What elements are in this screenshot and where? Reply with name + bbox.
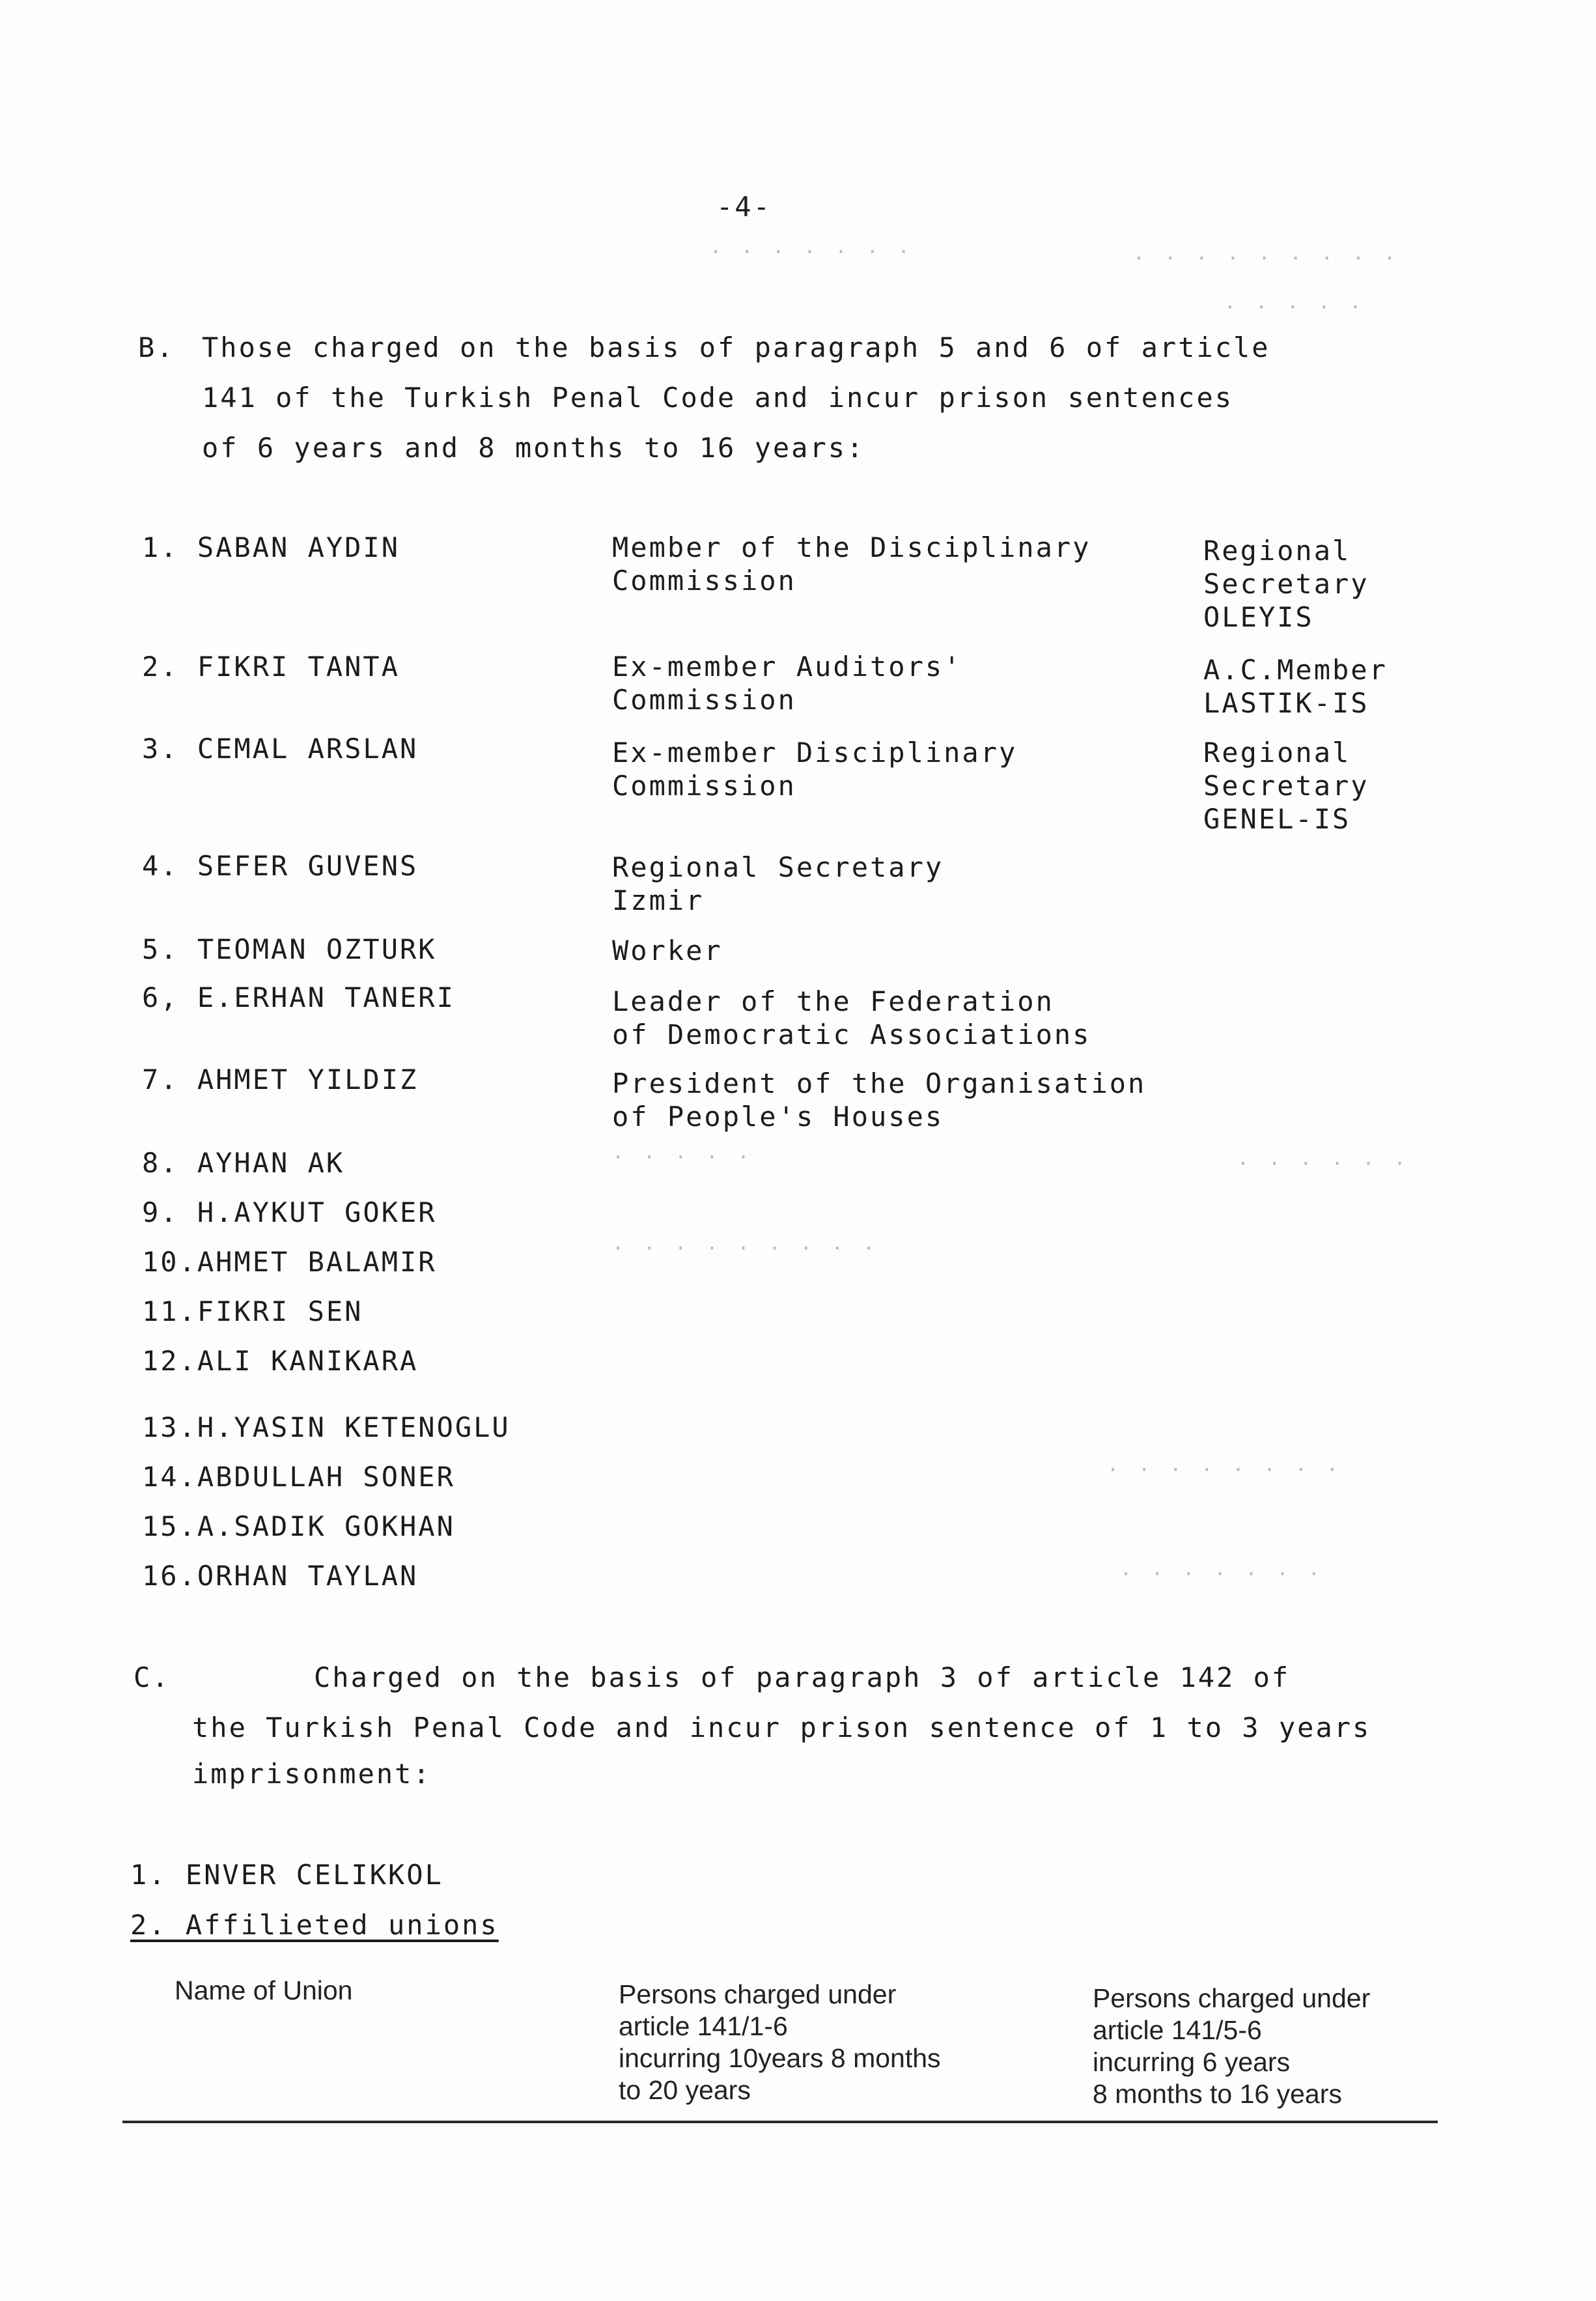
- section-c-label: C.: [133, 1661, 171, 1693]
- person-role: Leader of the Federation of Democratic Associations: [612, 985, 1091, 1051]
- column-header-141-5-6: Persons charged under article 141/5-6 incurring 6 years 8 months to 16 years: [1093, 1983, 1371, 2109]
- person-role: Member of the Disciplinary Commission: [612, 531, 1091, 597]
- bleed-through-marks: · · · · · · · ·: [1107, 1459, 1342, 1482]
- person-name: 12.ALI KANIKARA: [142, 1345, 419, 1377]
- person-union: Regional Secretary OLEYIS: [1203, 535, 1369, 633]
- page-number: -4-: [716, 191, 772, 223]
- person-name: 7. AHMET YILDIZ: [142, 1064, 419, 1095]
- list-item: 2. Affilieted unions: [130, 1909, 499, 1941]
- bleed-through-marks: · · · · ·: [1224, 296, 1365, 319]
- section-c-line-2: the Turkish Penal Code and incur prison sentence of 1 to 3 years: [192, 1712, 1371, 1743]
- person-name: 4. SEFER GUVENS: [142, 850, 419, 882]
- person-name: 16.ORHAN TAYLAN: [142, 1560, 419, 1592]
- person-name: 8. AYHAN AK: [142, 1147, 345, 1179]
- person-role: Ex-member Disciplinary Commission: [612, 737, 1018, 802]
- bleed-through-marks: · · · · · ·: [1237, 1153, 1410, 1176]
- person-union: Regional Secretary GENEL-IS: [1203, 737, 1369, 835]
- person-union: A.C.Member LASTIK-IS: [1203, 654, 1388, 719]
- table-header-rule: [122, 2121, 1438, 2123]
- column-header-141-1-6: Persons charged under article 141/1-6 incurring 10years 8 months to 20 years: [619, 1979, 941, 2105]
- person-role: President of the Organisation of People's Houses: [612, 1067, 1147, 1133]
- person-name: 6, E.ERHAN TANERI: [142, 981, 455, 1013]
- section-c-line-3: imprisonment:: [192, 1758, 432, 1790]
- column-header-union: Name of Union: [175, 1975, 353, 2005]
- person-name: 14.ABDULLAH SONER: [142, 1461, 455, 1493]
- list-item: 1. ENVER CELIKKOL: [130, 1859, 443, 1891]
- section-b-line-1: Those charged on the basis of paragraph 5 and 6 of article: [202, 332, 1270, 363]
- person-role: Worker: [612, 935, 723, 967]
- section-b-line-2: 141 of the Turkish Penal Code and incur prison sentences: [202, 382, 1234, 414]
- section-c-line-1: Charged on the basis of paragraph 3 of article 142 of: [314, 1661, 1291, 1693]
- section-b-line-3: of 6 years and 8 months to 16 years:: [202, 432, 865, 464]
- person-name: 5. TEOMAN OZTURK: [142, 933, 437, 965]
- person-name: 15.A.SADIK GOKHAN: [142, 1510, 455, 1542]
- person-name: 13.H.YASIN KETENOGLU: [142, 1411, 511, 1443]
- person-name: 11.FIKRI SEN: [142, 1295, 363, 1327]
- section-b-label: B.: [138, 332, 175, 363]
- person-name: 9. H.AYKUT GOKER: [142, 1196, 437, 1228]
- person-role: Regional Secretary Izmir: [612, 851, 944, 916]
- person-name: 10.AHMET BALAMIR: [142, 1246, 437, 1278]
- person-name: 3. CEMAL ARSLAN: [142, 733, 419, 765]
- bleed-through-marks: · · · · ·: [612, 1146, 753, 1169]
- person-name: 1. SABAN AYDIN: [142, 531, 400, 563]
- bleed-through-marks: · · · · · · · · ·: [1133, 247, 1400, 270]
- bleed-through-marks: · · · · · · ·: [710, 241, 914, 264]
- person-role: Ex-member Auditors' Commission: [612, 651, 962, 716]
- bleed-through-marks: · · · · · · · · ·: [612, 1237, 879, 1260]
- bleed-through-marks: · · · · · · ·: [1120, 1563, 1324, 1586]
- person-name: 2. FIKRI TANTA: [142, 651, 400, 683]
